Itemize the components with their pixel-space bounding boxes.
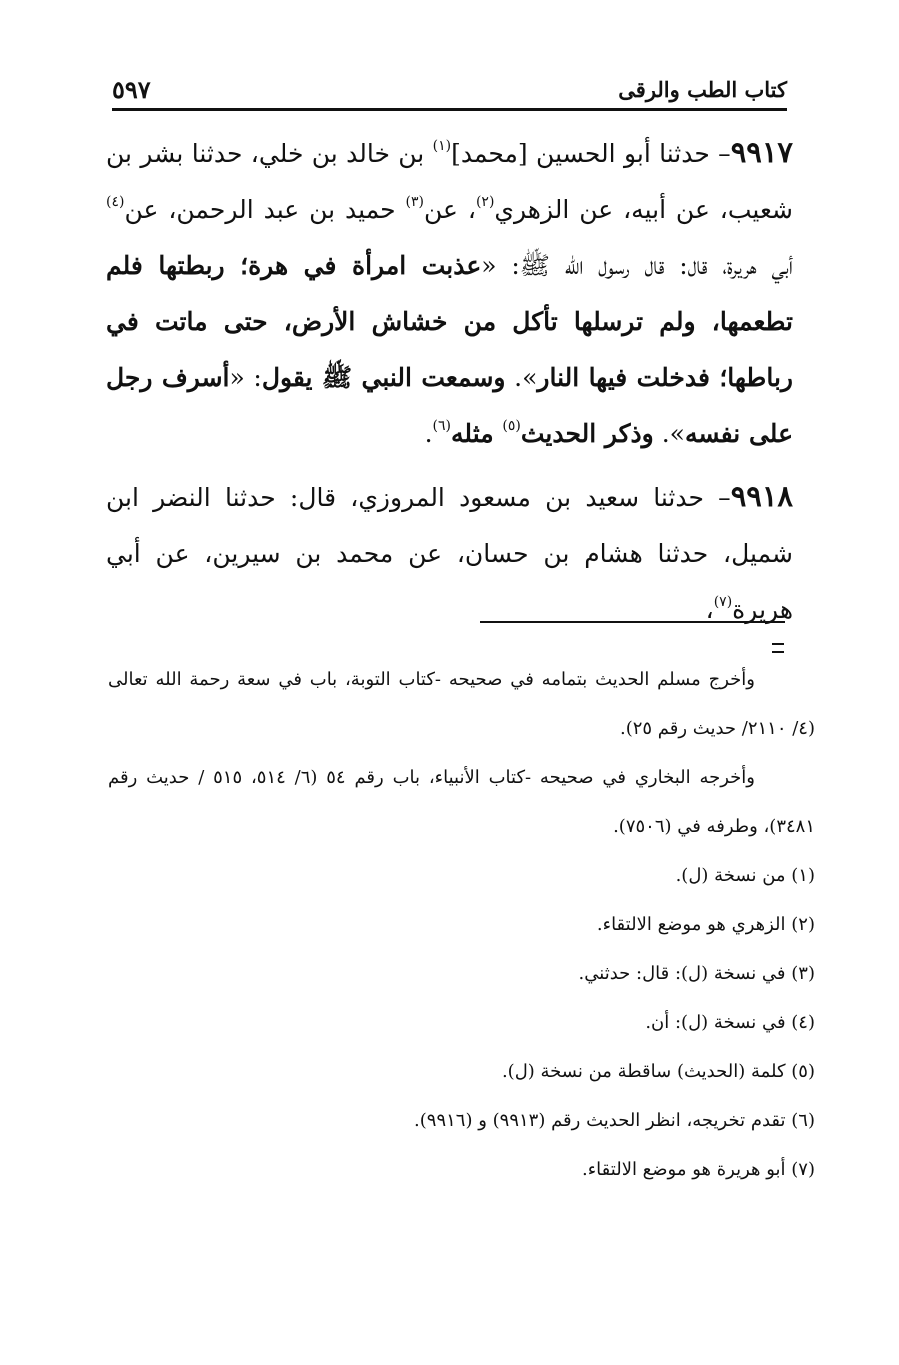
hadith-text: حميد بن عبد الرحمن، عن — [124, 195, 406, 224]
hadith-text: – حدثنا أبو الحسين [محمد] — [451, 139, 731, 168]
footnotes — [108, 655, 815, 1194]
footnote-6: (٦) تقدم تخريجه، انظر الحديث رقم (٩٩١٣) و (٩٩١٦). — [414, 1110, 815, 1131]
continued-footnote: وأخرجه البخاري في صحيحه -كتاب الأنبياء، باب رقم ٥٤ (٦/ ٥١٤، ٥١٥ / حديث رقم ٣٤٨١)، وطرفه في (٧٥٠٦). — [108, 767, 815, 837]
hadith-text: : « — [229, 363, 262, 392]
prophetic-quote: أسرف رجل على نفسه — [106, 363, 793, 448]
hadith-9917 — [106, 124, 793, 462]
footnote-ref: (٢) — [475, 193, 495, 210]
footnote-ref: (٤) — [106, 193, 125, 210]
bold-text: وسمعت النبي ﷺ يقول — [261, 363, 506, 392]
bold-text: مثله — [451, 419, 503, 448]
bold-text: وذكر الحديث — [520, 419, 654, 448]
footnote-rule — [480, 621, 785, 623]
hadith-text: ». — [653, 419, 685, 448]
hadith-text: بن خالد بن خلي، حدثنا بشر بن شعيب، عن أبيه، عن الزهري — [106, 139, 793, 224]
footnote-ref: (٦) — [432, 417, 452, 434]
hadith-text: ». — [505, 363, 538, 392]
hadith-text: ، عن — [424, 195, 476, 224]
footnote-5: (٥) كلمة (الحديث) ساقطة من نسخة (ل). — [501, 1061, 815, 1082]
footnote-ref: (٣) — [405, 193, 424, 210]
footnote-4: (٤) في نسخة (ل): أن. — [645, 1012, 815, 1033]
footnote-ref: (٥) — [502, 417, 521, 434]
footnote-1: (١) من نسخة (ل). — [675, 865, 815, 886]
continuation-mark — [772, 643, 784, 653]
prophetic-quote: عذبت امرأة في هرة؛ ربطتها فلم تطعمها، ولم ترسلها تأكل من خشاش الأرض، حتى ماتت في رباطها؛ فدخلت فيها النار — [106, 251, 793, 392]
hadith-text: أبي هريرة، قال: قال رسول الله ﷺ: « — [481, 251, 793, 280]
continued-footnote: وأخرج مسلم الحديث بتمامه في صحيحه -كتاب التوبة، باب في سعة رحمة الله تعالى (٤/ ٢١١٠/ حديث رقم ٢٥). — [108, 669, 815, 739]
running-title: كتاب الطب والرقى — [618, 76, 787, 102]
header-rule — [112, 108, 787, 111]
page-number: ٥٩٧ — [112, 74, 151, 104]
main-text — [106, 124, 793, 644]
footnote-ref: (١) — [432, 137, 452, 154]
hadith-number: ٩٩١٧ — [730, 135, 793, 169]
footnote-2: (٢) الزهري هو موضع الالتقاء. — [596, 914, 815, 935]
hadith-text: ، — [705, 595, 714, 624]
hadith-number: ٩٩١٨ — [730, 479, 793, 513]
footnote-3: (٣) في نسخة (ل): قال: حدثني. — [578, 963, 815, 984]
hadith-text: . — [424, 419, 433, 448]
page-header — [112, 74, 787, 104]
hadith-9918 — [106, 468, 793, 638]
hadith-text: – حدثنا سعيد بن مسعود المروزي، قال: حدثنا النضر ابن شميل، حدثنا هشام بن حسان، عن محمد بن سيرين، عن أبي هريرة — [106, 483, 793, 624]
footnote-ref: (٧) — [713, 593, 733, 610]
footnote-7: (٧) أبو هريرة هو موضع الالتقاء. — [582, 1159, 815, 1180]
